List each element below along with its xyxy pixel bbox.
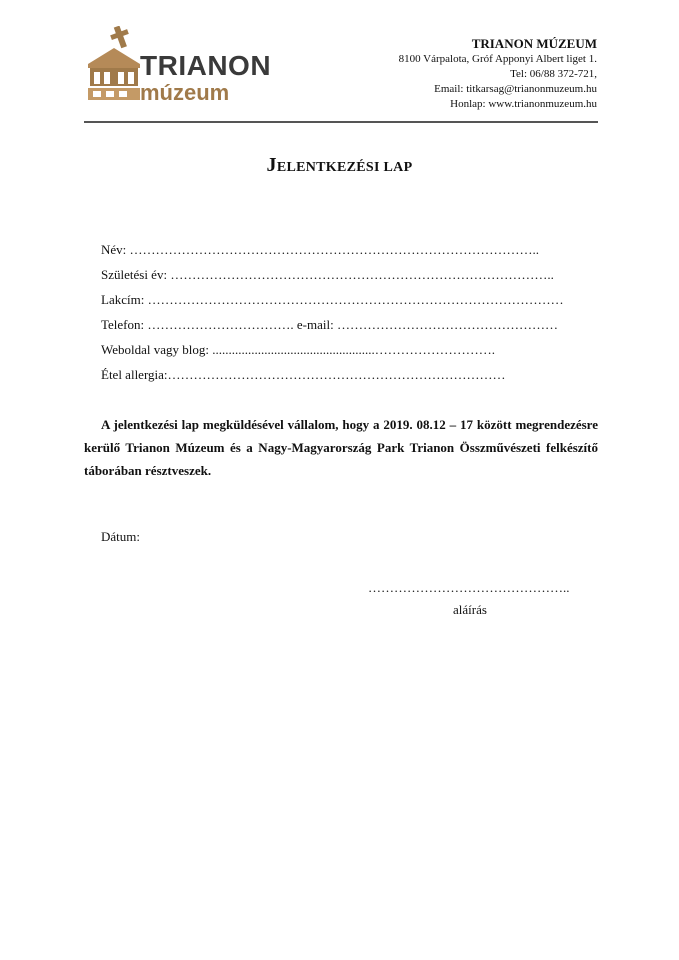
field-address[interactable]: Lakcím: ……………………………………………………………………………………	[101, 292, 564, 307]
form-title	[0, 154, 679, 177]
logo-text-sub: múzeum	[140, 80, 230, 105]
statement-paragraph: A jelentkezési lap megküldésével vállalom, hogy a 2019. 08.12 – 17 között megrendezésre kerülő Trianon Múzeum és a Nagy-Magyarország Park Trianon Összművészeti felkészítő táborában résztveszek.	[84, 417, 598, 478]
header-divider	[84, 121, 598, 123]
field-name[interactable]: Név: …………………………………………………………………………………..	[101, 242, 540, 257]
form-title-rest: ELENTKEZÉSI LAP	[276, 160, 413, 175]
signature-line[interactable]: ………………………………………..	[368, 580, 570, 595]
field-date[interactable]: Dátum:	[101, 529, 140, 544]
signature-label: aláírás	[453, 602, 487, 617]
museum-address: 8100 Várpalota, Gróf Apponyi Albert liget 1.	[398, 53, 597, 65]
museum-email: Email: titkarsag@trianonmuzeum.hu	[434, 83, 597, 95]
field-website[interactable]: Weboldal vagy blog: ..................................................……………………….	[101, 342, 495, 357]
form-title-initial: J	[266, 154, 277, 176]
field-phone-email[interactable]: Telefon: ……………………………. e-mail: ……………………………………………	[101, 317, 558, 332]
field-birth-year[interactable]: Születési év: ……………………………………………………………………………..	[101, 267, 554, 282]
museum-contact-block	[399, 36, 597, 112]
logo-text-main: TRIANON	[140, 50, 272, 81]
museum-building-cross-icon	[84, 26, 142, 104]
museum-logo	[84, 26, 272, 106]
field-food-allergy[interactable]: Étel allergia:……………………………………………………………………	[101, 367, 506, 382]
museum-website: Honlap: www.trianonmuzeum.hu	[450, 98, 597, 110]
museum-phone: Tel: 06/88 372-721,	[510, 68, 597, 80]
museum-name: TRIANON MÚZEUM	[471, 36, 597, 51]
